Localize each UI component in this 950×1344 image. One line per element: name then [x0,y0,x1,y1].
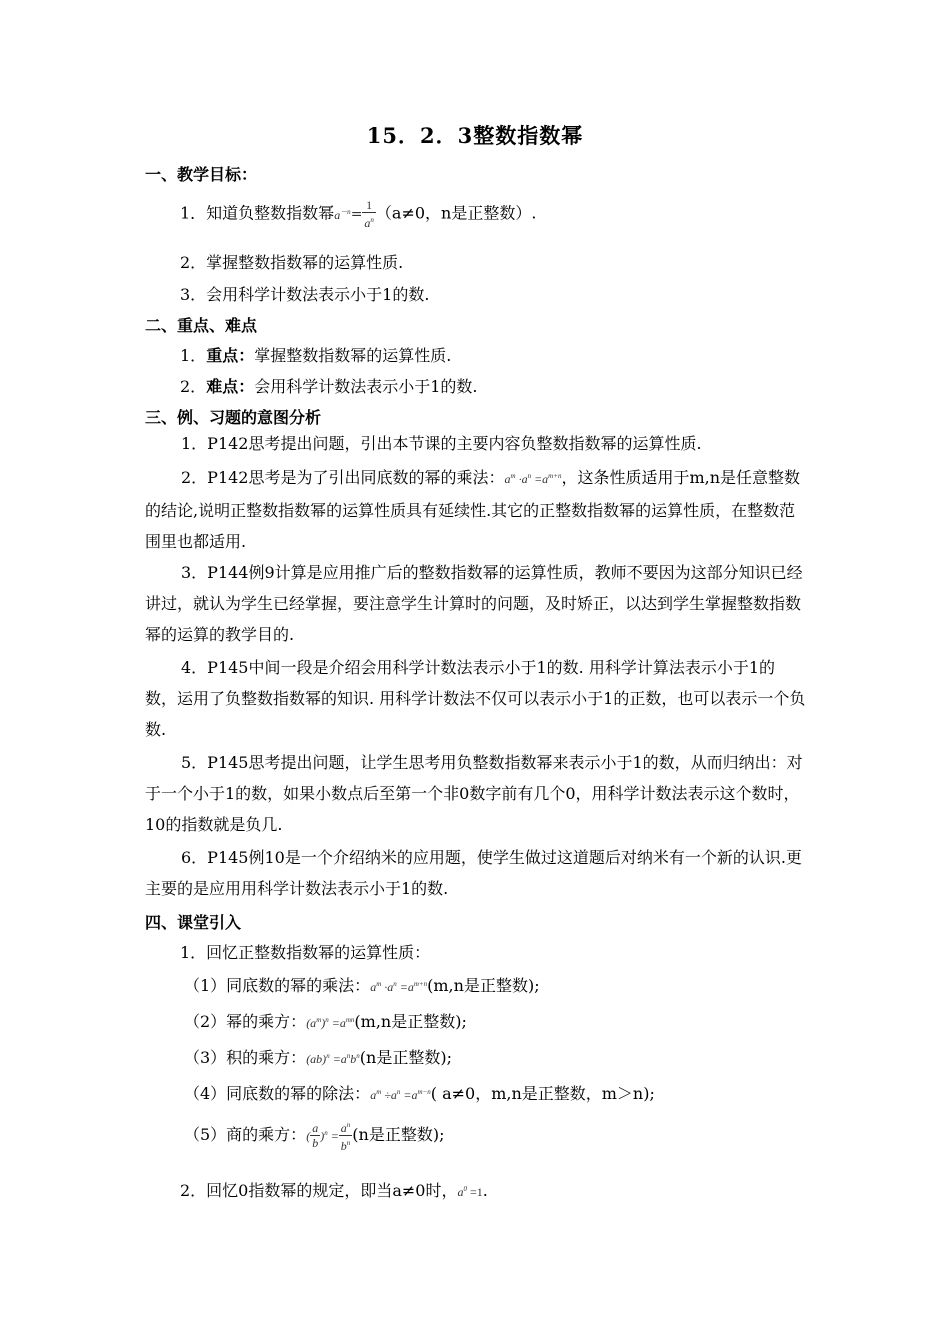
rule-3: （3）积的乘方：$(ab)^n =a^nb^n(n$是正整数); [184,1048,452,1067]
difficulty-1: 2．难点：会用科学计数法表示小于1的数. [180,377,478,396]
rule-4: （4）同底数的幂的除法：$a^m \div a^n =a^{m-n}$( a≠0，m,n是正整数，m＞n); [184,1084,655,1103]
keypoint-label: 重点： [206,346,255,365]
analysis-6: 6．P145例10是一个介绍纳米的应用题，使学生做过这道题后对纳米有一个新的认识.更主要的是应用用科学计数法表示小于1的数. [145,848,802,898]
objective-1-text: 1．知道负整数指数幂 [180,203,335,223]
analysis-4: 4．P145中间一段是介绍会用科学计数法表示小于1的数. 用科学计算法表示小于1的数，运用了负整数指数幂的知识. 用科学计数法不仅可以表示小于1的正数，也可以表示一个负数. [145,658,806,739]
intro-1: 1．回忆正整数指数幂的运算性质： [180,943,431,962]
keypoint-1: 1．重点：掌握整数指数幂的运算性质. [180,346,452,365]
formula-rule-2: $(a^m)^n =a^{mn}$ [306,1016,355,1030]
rule-1: （1）同底数的幂的乘法：$a^m \cdot a^n =a^{m+n}(m,n$是正整数); [184,976,540,995]
formula-power-product: $a^m \cdot a^n =a^{m+n}$ [504,472,562,486]
objective-3: 3．会用科学计数法表示小于1的数. [180,285,430,304]
rule-5: （5）商的乘方：( $\frac{a}{b}$ )$^n$ = $\frac{a^n}{b^n}$ (n是正整数); [184,1118,444,1153]
section-heading-analysis: 三、例、习题的意图分析 [145,408,322,427]
analysis-3: 3．P144例9计算是应用推广后的整数指数幂的运算性质，教师不要因为这部分知识已经讲过，就认为学生已经掌握，要注意学生计算时的问题，及时矫正，以达到学生掌握整数指数幂的运算的教学目的. [145,563,803,644]
section-heading-objectives: 一、教学目标： [145,165,258,184]
rule-2: （2）幂的乘方：$(a^m)^n =a^{mn}(m,n$是正整数); [184,1012,467,1031]
page-title: 15．2．3整数指数幂 [366,123,584,148]
difficulty-label: 难点： [206,377,255,396]
formula-rule-4: $a^m \div a^n =a^{m-n}$ [370,1088,431,1102]
formula-rule-1: $a^m \cdot a^n =a^{m+n}$ [370,980,428,994]
formula-zero-exponent: $a^0 =1$ [457,1185,483,1199]
objective-1: 1．知道负整数指数幂$a^{-n}=$ $\frac{1}{a^n}$ （a≠0，n是正整数）. [180,198,537,230]
objective-1-condition: （a≠0，n是正整数）. [375,203,537,223]
formula-fraction: $\frac{1}{a^n}$ [364,198,374,230]
formula-negative-exponent: $a^{-n}$ [334,207,351,222]
intro-2: 2．回忆0指数幂的规定，即当a≠0时，$a^0 =1$. [180,1181,488,1200]
objective-2: 2．掌握整数指数幂的运算性质. [180,253,404,272]
analysis-5: 5．P145思考提出问题，让学生思考用负整数指数幂来表示小于1的数，从而归纳出：对于一个小于1的数，如果小数点后至第一个非0数字前有几个0，用科学计数法表示这个数时，10的指数就是负几. [145,753,803,834]
section-heading-intro: 四、课堂引入 [145,913,242,932]
formula-rule-3: $(ab)^n =a^nb^n$ [306,1052,360,1066]
formula-rule-5: ( [306,1129,311,1143]
analysis-2: 2．P142思考是为了引出同底数的幂的乘法：$a^m \cdot a^n =a^{m+n}$，这条性质适用于m,n是任意整数的结论,说明正整数指数幂的运算性质具有延续性.其它的正整数指数幂的运算性质，在整数范围里也都适用. [145,468,801,551]
section-heading-keypoints: 二、重点、难点 [145,316,258,335]
analysis-1: 1．P142思考提出问题，引出本节课的主要内容负整数指数幂的运算性质. [181,434,702,453]
